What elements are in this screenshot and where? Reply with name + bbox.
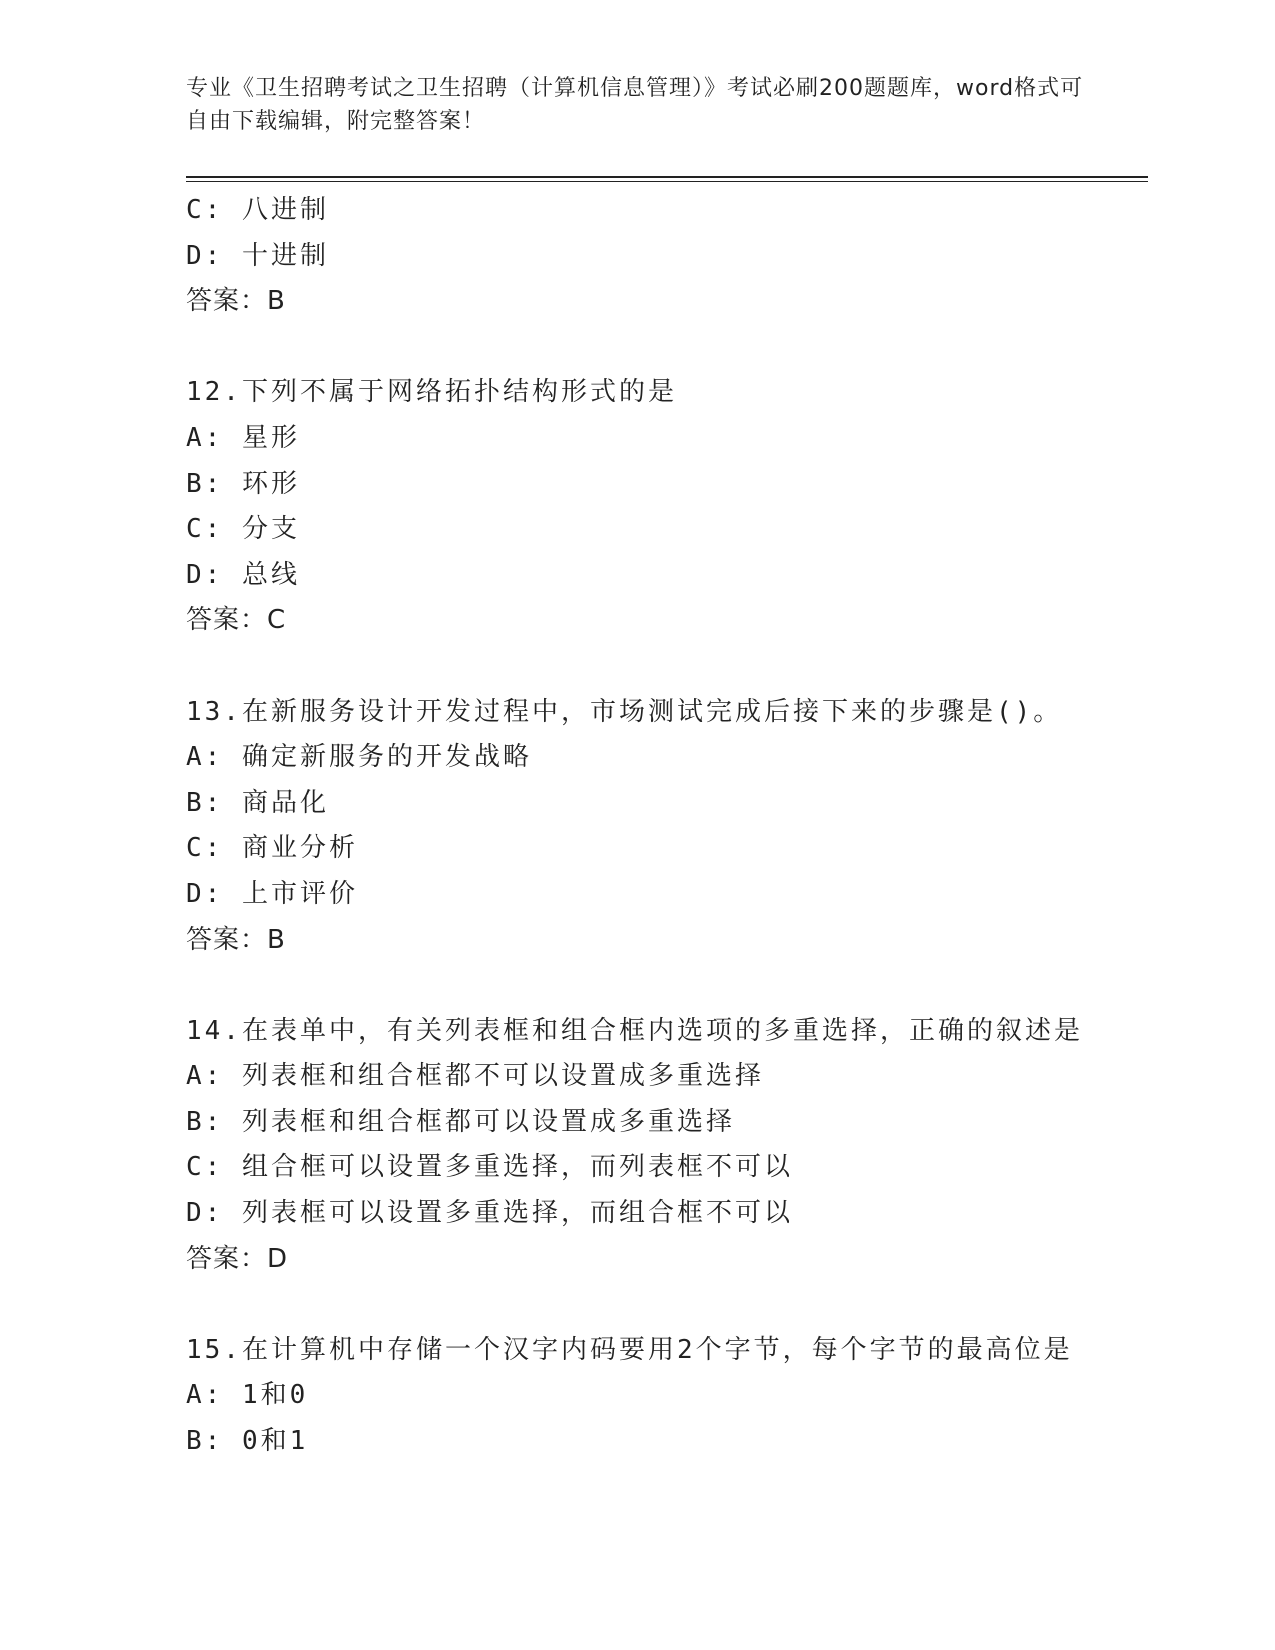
option-d: D: 十进制 xyxy=(186,240,329,271)
option-a: A: 确定新服务的开发战略 xyxy=(186,742,532,773)
option-b: B: 列表框和组合框都可以设置成多重选择 xyxy=(186,1106,735,1137)
option-a: A: 星形 xyxy=(186,422,300,453)
option-c: C: 分支 xyxy=(186,514,300,545)
answer-line: 答案：B xyxy=(186,286,286,317)
question-list xyxy=(186,188,1148,1465)
question-block-15 xyxy=(186,1328,1148,1465)
option-d: D: 列表框可以设置多重选择，而组合框不可以 xyxy=(186,1198,793,1229)
option-a: A: 列表框和组合框都不可以设置成多重选择 xyxy=(186,1061,764,1092)
question-stem: 12.下列不属于网络拓扑结构形式的是 xyxy=(186,377,677,408)
option-b: B: 商品化 xyxy=(186,787,329,818)
header-divider-thin xyxy=(186,181,1148,182)
option-b: B: 0和1 xyxy=(186,1426,309,1457)
option-d: D: 上市评价 xyxy=(186,878,358,909)
question-block-14 xyxy=(186,1009,1148,1283)
page-title: 专业《卫生招聘考试之卫生招聘（计算机信息管理）》考试必刷200题题库，word格式可自由下载编辑，附完整答案！ xyxy=(186,76,1084,134)
question-block-11 xyxy=(186,188,1148,325)
answer-line: 答案：B xyxy=(186,924,286,955)
question-stem: 15.在计算机中存储一个汉字内码要用2个字节，每个字节的最高位是 xyxy=(186,1334,1073,1365)
answer-line: 答案：D xyxy=(186,1243,289,1274)
option-b: B: 环形 xyxy=(186,468,300,499)
question-block-12 xyxy=(186,370,1148,644)
option-c: C: 八进制 xyxy=(186,195,329,225)
answer-line: 答案：C xyxy=(186,605,287,636)
option-c: C: 商业分析 xyxy=(186,833,358,864)
option-a: A: 1和0 xyxy=(186,1380,309,1411)
option-c: C: 组合框可以设置多重选择，而列表框不可以 xyxy=(186,1152,793,1183)
header-divider xyxy=(186,176,1148,178)
option-d: D: 总线 xyxy=(186,559,300,590)
question-stem: 14.在表单中，有关列表框和组合框内选项的多重选择，正确的叙述是 xyxy=(186,1015,1083,1046)
question-stem: 13.在新服务设计开发过程中，市场测试完成后接下来的步骤是()。 xyxy=(186,696,1063,727)
question-block-13 xyxy=(186,690,1148,964)
